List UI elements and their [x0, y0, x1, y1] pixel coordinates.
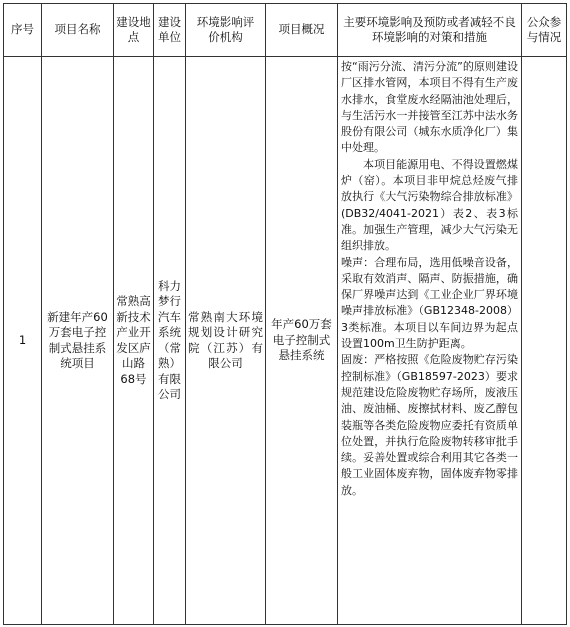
- header-location: 建设地点: [114, 4, 154, 57]
- header-project-name: 项目名称: [42, 4, 114, 57]
- cell-eia-org: 常熟南大环境规划设计研究院（江苏）有限公司: [186, 57, 266, 625]
- cell-project-name: 新建年产60万套电子控制式悬挂系统项目: [42, 57, 114, 625]
- table-header-row: [4, 4, 567, 57]
- cell-overview: 年产60万套电子控制式悬挂系统: [266, 57, 338, 625]
- measure-air: 本项目能源用电、不得设置燃煤炉（窑）。本项目非甲烷总烃废气排放执行《大气污染物综合排放标准》(DB32/4041-2021）表2、表3标准。加强生产管理，减少大气污染无组织排放。: [341, 157, 518, 253]
- cell-public-participation: [522, 57, 567, 625]
- measure-noise: 噪声：合理布局，选用低噪音设备，采取有效消声、隔声、防振措施，确保厂界噪声达到《工业企业厂界环境噪声排放标准》（GB12348-2008）3类标准。本项目以车间边界为起点设置100m卫生防护距离。: [341, 255, 518, 351]
- cell-measures: [338, 57, 522, 625]
- cell-seq: 1: [4, 57, 42, 625]
- header-seq: 序号: [4, 4, 42, 57]
- cell-unit: 科力梦行汽车系统（常熟）有限公司: [154, 57, 186, 625]
- cell-location: 常熟高新技术产业开发区庐山路68号: [114, 57, 154, 625]
- measure-water: 按“雨污分流、清污分流”的原则建设厂区排水管网，本项目不得有生产废水排水，食堂废水经隔油池处理后，与生活污水一并接管至江苏中法水务股份有限公司（城东水质净化厂）集中处理。: [341, 60, 518, 155]
- header-public: 公众参与情况: [522, 4, 567, 57]
- header-overview: 项目概况: [266, 4, 338, 57]
- table-row: [4, 57, 567, 625]
- measure-solid-waste: 固废：严格按照《危险废物贮存污染控制标准》（GB18597-2023）要求规范建设危险废物贮存场所，废液压油、废油桶、废擦拭材料、废乙醇包装瓶等各类危险废物应委托有资质单位处置，并执行危险废物转移审批手续。妥善处置或综合利用其它各类一般工业固体废弃物，固体废弃物零排放。: [341, 353, 518, 497]
- eia-approval-table: [3, 3, 567, 625]
- header-eia-org: 环境影响评价机构: [186, 4, 266, 57]
- header-unit: 建设单位: [154, 4, 186, 57]
- header-measures: 主要环境影响及预防或者减轻不良环境影响的对策和措施: [338, 4, 522, 57]
